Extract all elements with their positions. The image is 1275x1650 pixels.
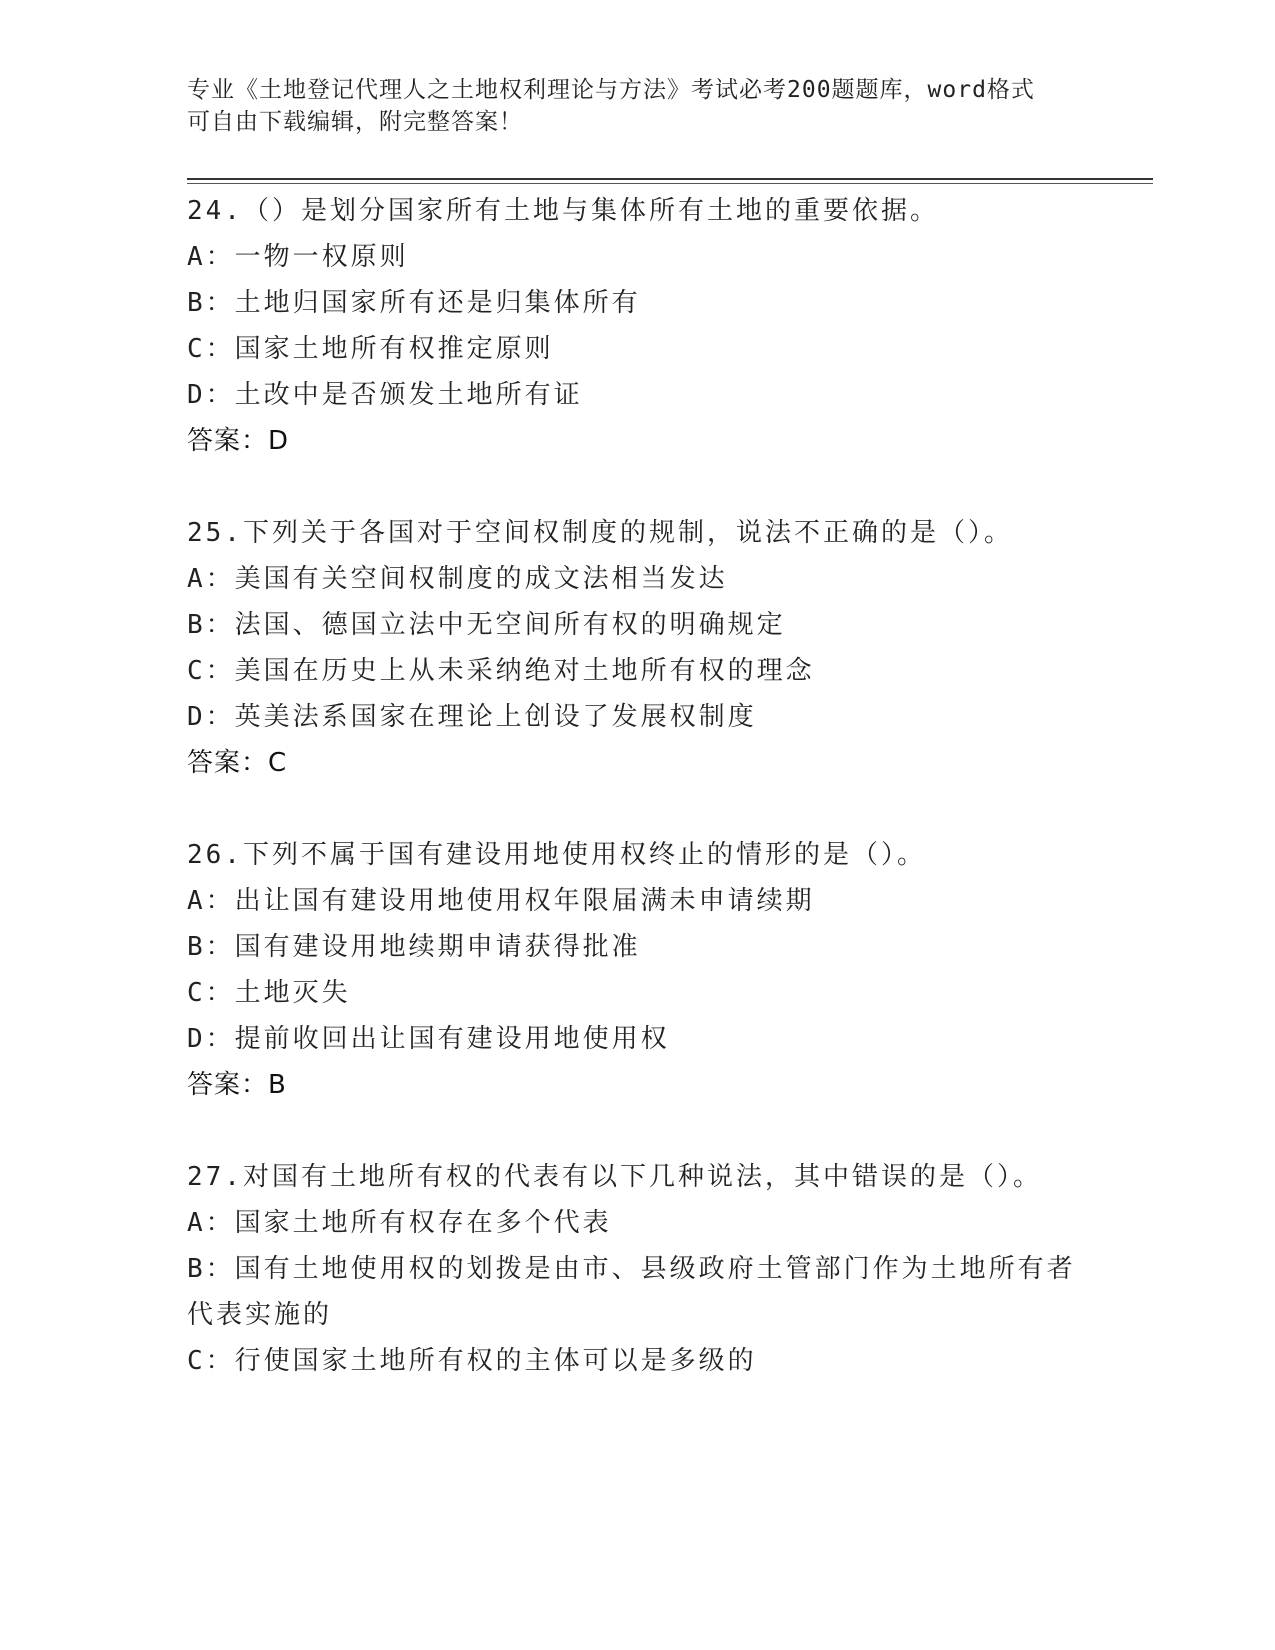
option-b: B：土地归国家所有还是归集体所有	[187, 288, 641, 318]
option-d: D：提前收回出让国有建设用地使用权	[187, 1024, 670, 1054]
option-d: D：英美法系国家在理论上创设了发展权制度	[187, 702, 757, 732]
question-25	[187, 510, 1117, 786]
question-26	[187, 832, 1117, 1108]
option-a: A：美国有关空间权制度的成文法相当发达	[187, 564, 728, 594]
option-c: C：美国在历史上从未采纳绝对土地所有权的理念	[187, 656, 815, 686]
question-stem: 26.下列不属于国有建设用地使用权终止的情形的是（）。	[187, 840, 926, 870]
option-c: C：行使国家土地所有权的主体可以是多级的	[187, 1346, 757, 1376]
document-header	[187, 74, 1087, 138]
option-a: A：出让国有建设用地使用权年限届满未申请续期	[187, 886, 815, 916]
option-b-continued: 代表实施的	[187, 1300, 333, 1330]
option-b: B：国有土地使用权的划拨是由市、县级政府土管部门作为土地所有者	[187, 1254, 1076, 1284]
option-b: B：法国、德国立法中无空间所有权的明确规定	[187, 610, 786, 640]
header-divider-thick	[187, 178, 1153, 180]
header-line-1: 专业《土地登记代理人之土地权利理论与方法》考试必考200题题库，word格式	[187, 77, 1035, 103]
option-c: C：国家土地所有权推定原则	[187, 334, 554, 364]
header-line-2: 可自由下载编辑，附完整答案！	[187, 109, 523, 135]
question-stem: 25.下列关于各国对于空间权制度的规制，说法不正确的是（）。	[187, 518, 1013, 548]
question-24	[187, 188, 1117, 464]
option-c: C：土地灭失	[187, 978, 351, 1008]
question-list	[187, 188, 1117, 1430]
answer-line: 答案：C	[187, 748, 288, 778]
answer-line: 答案：D	[187, 426, 290, 456]
option-d: D：土改中是否颁发土地所有证	[187, 380, 583, 410]
answer-line: 答案：B	[187, 1070, 287, 1100]
question-stem: 24.（）是划分国家所有土地与集体所有土地的重要依据。	[187, 196, 939, 226]
question-27	[187, 1154, 1117, 1384]
question-stem: 27.对国有土地所有权的代表有以下几种说法，其中错误的是（）。	[187, 1162, 1042, 1192]
header-divider-thin	[187, 183, 1153, 184]
option-a: A：国家土地所有权存在多个代表	[187, 1208, 612, 1238]
option-a: A：一物一权原则	[187, 242, 409, 272]
option-b: B：国有建设用地续期申请获得批准	[187, 932, 641, 962]
